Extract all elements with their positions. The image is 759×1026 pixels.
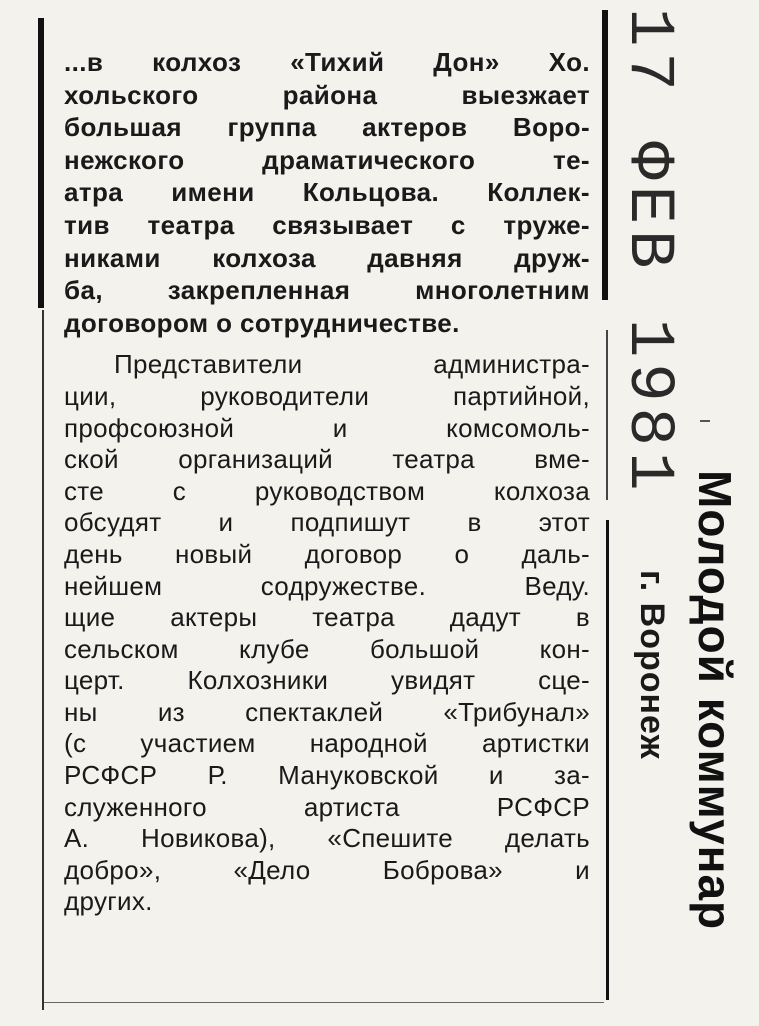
body-line: церт. Колхозники увидят сце- bbox=[64, 665, 590, 696]
lead-line: большая группа актеров Воро- bbox=[64, 112, 590, 143]
body-line: А. Новикова), «Спешите делать bbox=[64, 823, 590, 854]
body-line: сельском клубе большой кон- bbox=[64, 633, 590, 664]
stamp-mark bbox=[700, 420, 710, 422]
body-line: добро», «Дело Боброва» и bbox=[64, 854, 590, 885]
body-line: ции, руководители партийной, bbox=[64, 380, 590, 411]
body-line: день новый договор о даль- bbox=[64, 538, 590, 569]
lead-line: хольского района выезжает bbox=[64, 79, 590, 110]
lead-line: ...в колхоз «Тихий Дон» Хо. bbox=[64, 47, 590, 77]
lead-line: никами колхоза давняя друж- bbox=[64, 242, 590, 273]
body-line: ской организаций театра вме- bbox=[64, 444, 590, 475]
right-column-rule bbox=[602, 10, 608, 300]
lead-line: тив театра связывает с труже- bbox=[64, 209, 590, 240]
lead-line: договором о сотрудничестве. bbox=[64, 307, 460, 338]
date-stamp: 17 ФЕВ 1981 bbox=[612, 8, 684, 497]
body-line: профсоюзной и комсомоль- bbox=[64, 412, 590, 443]
body-line: ны из спектаклей «Трибунал» bbox=[64, 696, 590, 727]
body-line: (с участием народной артистки bbox=[64, 728, 590, 759]
body-line: обсудят и подпишут в этот bbox=[64, 507, 590, 538]
article-lead bbox=[64, 46, 590, 339]
body-line: сте с руководством колхоза bbox=[64, 475, 590, 506]
body-line: других. bbox=[64, 886, 153, 917]
article-body bbox=[64, 349, 590, 918]
newspaper-name: Молодой коммунар bbox=[689, 470, 741, 931]
lead-line: нежского драматического те- bbox=[64, 144, 590, 175]
body-line: служенного артиста РСФСР bbox=[64, 791, 590, 822]
right-column-rule-lower bbox=[606, 520, 609, 1000]
lead-line: ба, закрепленная многолетним bbox=[64, 275, 590, 306]
body-line: РСФСР Р. Мануковской и за- bbox=[64, 760, 590, 791]
right-column-rule-middle bbox=[606, 330, 608, 500]
newspaper-city: г. Воронеж bbox=[633, 570, 671, 760]
article-text bbox=[64, 46, 590, 918]
left-column-rule bbox=[38, 18, 44, 308]
bottom-cut-line bbox=[44, 1002, 604, 1003]
body-line: щие актеры театра дадут в bbox=[64, 602, 590, 633]
left-column-rule-lower bbox=[42, 310, 44, 1010]
body-line: Представители администра- bbox=[114, 349, 590, 380]
body-line: нейшем содружестве. Веду. bbox=[64, 570, 590, 601]
lead-line: атра имени Кольцова. Коллек- bbox=[64, 177, 590, 208]
